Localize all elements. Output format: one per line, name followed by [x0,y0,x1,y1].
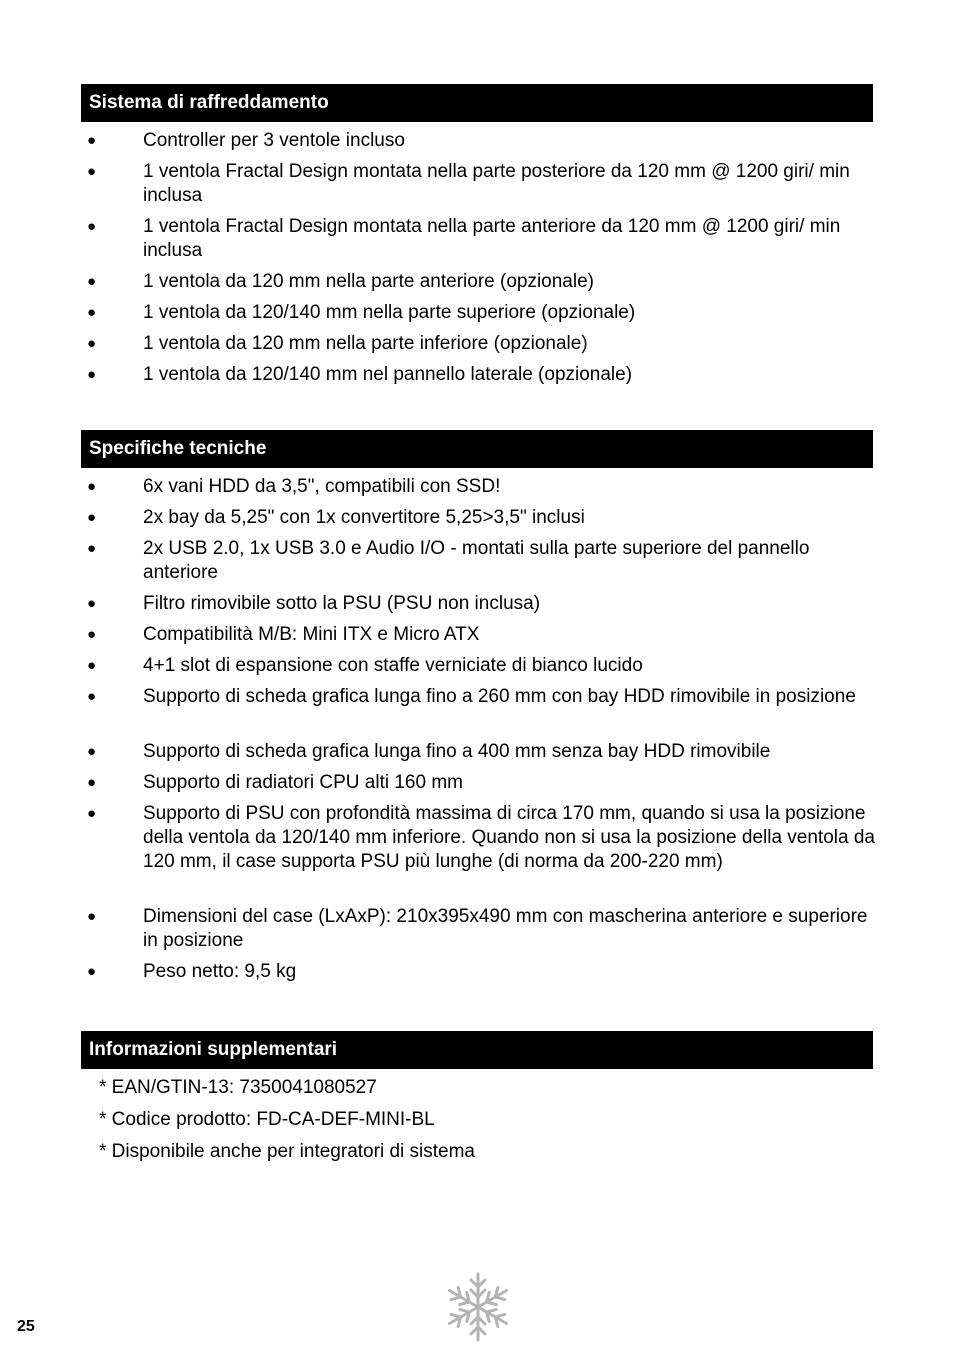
bullet-icon: ● [87,335,97,352]
list-item: ● Supporto di PSU con profondità massima di circa 170 mm, quando si usa la posizione della ventola da 120/140 mm inferiore. Quando non si usa la posizione della ventola da 120 mm, il case supporta PSU più lunghe (di norma da 200-220 mm) [87,803,875,872]
list-item: ● 1 ventola da 120/140 mm nel pannello laterale (opzionale) [87,364,633,385]
bullet-icon: ● [87,595,97,612]
bullet-icon: ● [87,218,97,235]
bullet-icon: ● [87,509,97,526]
list-item: ● 1 ventola da 120/140 mm nella parte superiore (opzionale) [87,302,636,323]
bullet-icon: ● [87,366,97,383]
cooling-list [0,129,954,387]
list-item: ● 6x vani HDD da 3,5", compatibili con SSD! [87,476,501,497]
list-item: ● Controller per 3 ventole incluso [87,130,405,151]
bullet-icon: ● [87,626,97,643]
list-item: ● Dimensioni del case (LxAxP): 210x395x490 mm con mascherina anteriore e superiore in posizione [87,906,868,951]
bullet-icon: ● [87,273,97,290]
list-item: ● Supporto di radiatori CPU alti 160 mm [87,772,463,793]
list-item: ● 4+1 slot di espansione con staffe verniciate di bianco lucido [87,655,643,676]
bullet-icon: ● [87,688,97,705]
bullet-icon: ● [87,163,97,180]
bullet-icon: ● [87,304,97,321]
specs-list [0,475,954,984]
page-number: 25 [17,1318,35,1335]
list-item: ● Peso netto: 9,5 kg [87,961,297,982]
section-header-cooling: Sistema di raffreddamento [81,84,873,122]
list-item: ● 1 ventola da 120 mm nella parte anteriore (opzionale) [87,271,594,292]
bullet-icon: ● [87,478,97,495]
section-header-specs: Specifiche tecniche [81,430,873,468]
list-item: * Disponibile anche per integratori di sistema [99,1141,475,1162]
bullet-icon: ● [87,743,97,760]
bullet-icon: ● [87,908,97,925]
bullet-icon: ● [87,657,97,674]
bullet-icon: ● [87,805,97,822]
info-list [0,1076,954,1164]
list-item: * EAN/GTIN-13: 7350041080527 [99,1077,377,1098]
bullet-icon: ● [87,963,97,980]
list-item: * Codice prodotto: FD-CA-DEF-MINI-BL [99,1109,435,1130]
bullet-icon: ● [87,132,97,149]
bullet-icon: ● [87,774,97,791]
list-item: ● 1 ventola Fractal Design montata nella parte anteriore da 120 mm @ 1200 giri/ min inclusa [87,216,841,261]
list-item: ● 2x USB 2.0, 1x USB 3.0 e Audio I/O - montati sulla parte superiore del pannello anteriore [87,538,810,583]
list-item: ● 2x bay da 5,25" con 1x convertitore 5,25>3,5" inclusi [87,507,585,528]
snowflake-icon [444,1270,512,1344]
list-item: ● 1 ventola da 120 mm nella parte inferiore (opzionale) [87,333,588,354]
list-item: ● 1 ventola Fractal Design montata nella parte posteriore da 120 mm @ 1200 giri/ min inclusa [87,161,850,206]
list-item: ● Compatibilità M/B: Mini ITX e Micro ATX [87,624,480,645]
list-item: ● Supporto di scheda grafica lunga fino a 400 mm senza bay HDD rimovibile [87,741,771,762]
bullet-icon: ● [87,540,97,557]
list-item: ● Supporto di scheda grafica lunga fino a 260 mm con bay HDD rimovibile in posizione [87,686,856,707]
section-header-info: Informazioni supplementari [81,1031,873,1069]
list-item: ● Filtro rimovibile sotto la PSU (PSU non inclusa) [87,593,541,614]
